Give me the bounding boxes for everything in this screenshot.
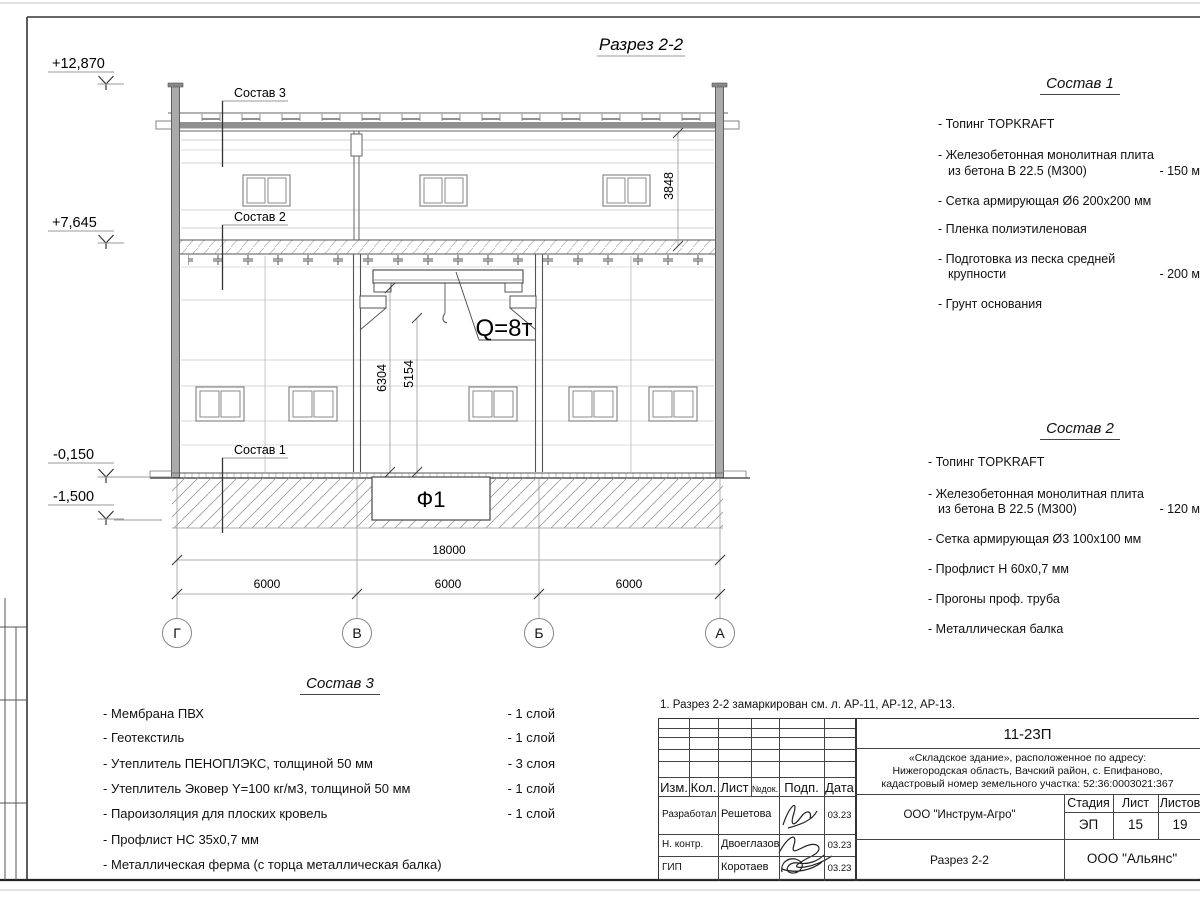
dim-total-span: 18000	[432, 543, 466, 557]
col-header-data: Дата	[825, 780, 854, 795]
level-mark-icon	[98, 235, 125, 249]
dim-bay-3: 6000	[615, 577, 643, 591]
dim-crane-height-2: 5154	[402, 360, 416, 388]
column-v	[354, 254, 361, 472]
elevation-foundation: -1,500	[53, 489, 95, 505]
list-item: - Железобетонная монолитная плита	[938, 148, 1154, 162]
list-item: - Металлическая ферма (с торца металлическая балка)	[103, 857, 442, 872]
dim-bay-2: 6000	[434, 577, 462, 591]
sheets-total: 19	[1172, 817, 1188, 832]
foundation-label: Ф1	[416, 487, 446, 512]
floor-beams	[188, 255, 708, 265]
list-item: из бетона В 22.5 (М300) - 150 м	[948, 164, 1200, 178]
crane-capacity-label: Q=8т	[475, 315, 533, 342]
list-item: - Профлист НС 35х0,7 мм	[103, 832, 259, 847]
dim-upper-height: 3848	[662, 172, 676, 200]
project-line: «Складское здание», расположенное по адресу:	[908, 752, 1147, 764]
col-header-ndok: №док.	[751, 784, 779, 794]
drawing-name: Разрез 2-2	[930, 853, 989, 867]
lower-window	[649, 387, 697, 421]
sheet-label: Лист	[1121, 796, 1150, 810]
left-wall	[168, 83, 183, 478]
composition-list-2	[928, 420, 1200, 645]
composition-list-3	[103, 675, 555, 875]
list-item: - Топинг TOPKRAFT	[928, 455, 1045, 469]
list-title: Состав 1	[960, 75, 1200, 95]
designer-org: ООО "Инструм-Агро"	[903, 809, 1016, 821]
project-line: Нижегородская область, Вачский район, с. Епифаново,	[892, 765, 1163, 777]
elevation-marks	[48, 56, 172, 525]
mid-slab	[179, 240, 716, 265]
axis-label-a: А	[715, 625, 725, 641]
dim-bay-1: 6000	[253, 577, 281, 591]
upper-window	[420, 175, 467, 206]
axis-label-g: Г	[173, 625, 181, 641]
elevation-roof: +12,870	[52, 56, 105, 72]
lower-floor	[181, 254, 714, 472]
list-title: Состав 3	[200, 675, 480, 695]
upper-window	[603, 175, 650, 206]
stage-value: ЭП	[1078, 817, 1099, 832]
lower-window	[196, 387, 244, 421]
upper-window	[243, 175, 290, 206]
project-description	[855, 752, 1200, 791]
elevation-mid-floor: +7,645	[52, 215, 97, 231]
stage-label: Стадия	[1067, 796, 1110, 810]
right-wall	[712, 83, 727, 478]
row-date: 03.23	[827, 863, 852, 874]
list-item: - Пленка полиэтиленовая	[938, 222, 1087, 236]
list-item: - Утеплитель Эковер Y=100 кг/м3, толщиной 50 мм - 1 слой	[103, 781, 555, 796]
drawing-title: Разрез 2-2	[598, 35, 684, 54]
row-date: 03.23	[827, 810, 852, 821]
lower-window	[289, 387, 337, 421]
list-item: - Металлическая балка	[928, 622, 1064, 636]
row-name: Двоеглазов	[721, 838, 780, 850]
list-item: из бетона В 22.5 (М300) - 120 м	[938, 502, 1200, 516]
level-mark-icon	[98, 469, 125, 483]
list-item: - Грунт основания	[938, 297, 1043, 311]
doc-number: 11-23П	[1003, 726, 1052, 743]
column-b	[536, 254, 543, 472]
list-item: - Профлист Н 60х0,7 мм	[928, 562, 1069, 576]
list-item: крупности - 200 м	[948, 267, 1200, 281]
project-line: кадастровый номер земельного участка: 52:36:0003021:367	[881, 778, 1174, 790]
list-item: - Мембрана ПВХ - 1 слой	[103, 706, 555, 721]
col-header-kol: Кол.	[690, 780, 717, 795]
row-date: 03.23	[827, 840, 852, 851]
axis-label-v: В	[352, 625, 362, 641]
title-block	[658, 718, 1199, 880]
lower-window	[569, 387, 617, 421]
customer-org: ООО "Альянс"	[1086, 851, 1178, 866]
building-section	[150, 83, 750, 528]
list-item: - Геотекстиль - 1 слой	[103, 730, 555, 745]
col-header-list: Лист	[720, 780, 749, 795]
elevation-ground-floor: -0,150	[53, 447, 95, 463]
list-item: - Пароизоляция для плоских кровель - 1 слой	[103, 806, 555, 821]
column-v-upper	[351, 131, 362, 240]
side-stamp	[0, 598, 27, 880]
list-item: - Сетка армирующая Ø3 100х100 мм	[928, 532, 1142, 546]
crane-hook	[443, 283, 447, 323]
list-title: Состав 2	[960, 420, 1200, 440]
sostav3-ref-label: Состав 3	[234, 86, 286, 100]
list-item: - Подготовка из песка средней	[938, 252, 1116, 266]
list-item: - Утеплитель ПЕНОПЛЭКС, толщиной 50 мм - 3 слоя	[103, 756, 555, 771]
row-name: Решетова	[721, 808, 772, 820]
sheets-label: Листов	[1159, 796, 1200, 810]
level-mark-icon	[98, 511, 125, 525]
axis-label-b: Б	[534, 625, 544, 641]
dim-crane-height-1: 6304	[375, 364, 389, 392]
sostav2-ref-label: Состав 2	[234, 210, 286, 224]
sheet-number: 15	[1127, 817, 1144, 832]
lower-window	[469, 387, 517, 421]
row-role: Разработал	[662, 809, 717, 820]
list-item: - Сетка армирующая Ø6 200х200 мм	[938, 194, 1152, 208]
col-header-podp: Подп.	[784, 780, 819, 795]
sostav1-ref-label: Состав 1	[234, 443, 286, 457]
list-item: - Топинг TOPKRAFT	[938, 117, 1055, 131]
sheet-note: 1. Разрез 2-2 замаркирован см. л. АР-11, АР-12, АР-13.	[660, 699, 956, 711]
composition-list-1	[938, 75, 1200, 315]
row-role: ГИП	[662, 862, 682, 873]
row-name: Коротаев	[721, 861, 769, 873]
list-item: - Железобетонная монолитная плита	[928, 487, 1144, 501]
col-header-izm: Изм.	[660, 780, 688, 795]
level-mark-icon	[98, 76, 125, 90]
row-role: Н. контр.	[662, 839, 704, 850]
roof	[156, 113, 739, 131]
list-item: - Прогоны проф. труба	[928, 592, 1060, 606]
drawing-labels	[222, 35, 685, 533]
